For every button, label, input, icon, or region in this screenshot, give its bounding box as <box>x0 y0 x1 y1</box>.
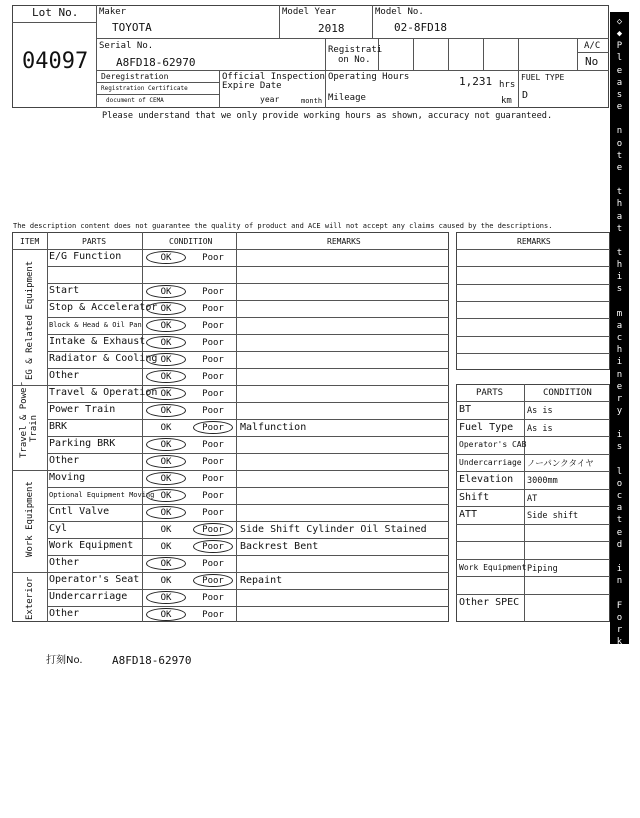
row-part-label: Block & Head & Oil Pan <box>49 321 142 329</box>
condition-circle <box>193 574 233 587</box>
col-parts-header: PARTS <box>82 237 107 246</box>
row-part-label: Stop & Accelerator <box>49 302 158 313</box>
condition-ok: OK <box>160 253 172 263</box>
spec-condition: As is <box>527 406 553 416</box>
row-part-label: Start <box>49 285 80 296</box>
condition-ok: OK <box>160 474 172 484</box>
condition-circle <box>146 591 186 604</box>
spec-part: ATT <box>459 509 478 520</box>
row-part-label: Cntl Valve <box>49 506 110 517</box>
condition-poor: Poor <box>202 372 224 382</box>
inspection-label-1: Official Inspection <box>222 72 325 82</box>
spec-condition: 3000mm <box>527 476 558 486</box>
row-part-label: BRK <box>49 421 68 432</box>
row-part-label: Other <box>49 455 80 466</box>
model-year-value: 2018 <box>318 22 345 35</box>
row-remark: Side Shift Cylinder Oil Stained <box>240 524 427 535</box>
year-label: year <box>260 95 280 104</box>
spec-condition: Side shift <box>527 511 579 521</box>
condition-circle <box>146 370 186 383</box>
row-part-label: Operator's Seat <box>49 574 140 585</box>
serial-label: Serial No. <box>99 41 154 51</box>
condition-poor: Poor <box>202 304 224 314</box>
hrs-label: hrs <box>499 80 516 90</box>
spec-part: Shift <box>459 491 490 503</box>
row-part-label: Parking BRK <box>49 438 116 449</box>
fuel-type-value: D <box>522 90 529 101</box>
model-no-value: 02-8FD18 <box>394 21 447 34</box>
condition-circle <box>193 523 233 536</box>
condition-ok: OK <box>160 457 172 467</box>
working-hours-notice: Please understand that we only provide working hours as shown, accuracy not guaranteed. <box>102 111 553 121</box>
condition-poor: Poor <box>202 559 224 569</box>
condition-poor: Poor <box>202 253 224 263</box>
registration-label-2: on No. <box>338 55 371 65</box>
condition-circle <box>146 506 186 519</box>
inspection-label-2: Expire Date <box>222 81 282 91</box>
group-label-exterior: Exterior <box>25 576 35 620</box>
condition-poor: Poor <box>202 457 224 467</box>
model-no-label: Model No. <box>375 7 424 17</box>
spec-condition: Piping <box>527 563 558 574</box>
row-part-label: Other <box>49 557 80 568</box>
header-frame <box>12 5 609 108</box>
location-sidebar <box>610 12 629 818</box>
disclaimer-text: The description content does not guarantee the quality of product and ACE will not accept any claims caused by the descriptions. <box>13 222 553 230</box>
condition-poor: Poor <box>202 389 224 399</box>
condition-circle <box>146 353 186 366</box>
spec-condition: ノーパンクタイヤ <box>527 458 594 469</box>
month-label: month <box>301 97 323 105</box>
row-remark: Backrest Bent <box>240 541 319 552</box>
condition-circle <box>146 387 186 400</box>
spec-part: Elevation <box>459 474 514 485</box>
condition-ok: OK <box>160 423 172 433</box>
row-part-label: Optional Equipment Moving <box>49 491 155 499</box>
condition-circle <box>146 455 186 468</box>
condition-ok: OK <box>160 542 172 552</box>
condition-poor: Poor <box>202 321 224 331</box>
condition-circle <box>146 438 186 451</box>
operating-hours-value: 1,231 <box>459 75 493 88</box>
row-part-label: Cyl <box>49 523 68 534</box>
row-part-label: Other <box>49 608 80 619</box>
serial-value: A8FD18-62970 <box>116 56 196 69</box>
condition-ok: OK <box>160 304 172 314</box>
condition-ok: OK <box>160 559 172 569</box>
row-part-label: Work Equipment <box>49 540 134 551</box>
condition-poor: Poor <box>202 355 224 365</box>
condition-ok: OK <box>160 491 172 501</box>
condition-ok: OK <box>160 610 172 620</box>
row-part-label: Power Train <box>49 404 116 415</box>
condition-circle <box>146 489 186 502</box>
spec-condition: AT <box>527 493 538 504</box>
group-label-eg: EG & Related Equipment <box>25 260 35 380</box>
maker-label: Maker <box>99 7 127 17</box>
condition-poor: Poor <box>202 287 224 297</box>
condition-circle <box>146 302 186 315</box>
spec-part: BT <box>459 404 472 415</box>
right-remarks-header: REMARKS <box>517 237 551 246</box>
registration-label-1: Registrati <box>328 45 383 55</box>
condition-poor: Poor <box>202 508 224 518</box>
condition-poor: Poor <box>202 525 224 535</box>
row-part-label: Other <box>49 370 80 381</box>
stamp-value: A8FD18-62970 <box>112 654 192 667</box>
condition-ok: OK <box>160 287 172 297</box>
spec-part: Fuel Type <box>459 421 514 433</box>
lot-number: 04097 <box>22 49 89 74</box>
condition-circle <box>146 285 186 298</box>
condition-poor: Poor <box>202 610 224 620</box>
spec-part: Other SPEC <box>459 596 520 608</box>
col-remarks-header: REMARKS <box>327 237 361 246</box>
condition-poor: Poor <box>202 593 224 603</box>
condition-ok: OK <box>160 508 172 518</box>
ac-value: No <box>585 55 599 68</box>
group-label-travel-1: Travel & Power <box>19 382 29 458</box>
condition-ok: OK <box>160 406 172 416</box>
condition-circle <box>146 336 186 349</box>
dereg-sub2: document of CEMA <box>106 97 164 104</box>
sidebar-text: ◇ ◆ P l e a s e n o t e t h a t t h i s m a c h i n e r y i s l o c a t e d i n F o r k l i f t P a r k i n g ◆ ◇ <box>616 17 623 818</box>
row-part-label: Undercarriage <box>49 591 128 602</box>
fuel-type-label: FUEL TYPE <box>521 73 565 82</box>
col-condition-header: CONDITION <box>169 237 213 246</box>
condition-ok: OK <box>160 593 172 603</box>
spec-part: Work Equipment <box>459 562 527 572</box>
dereg-sub1: Registration Certificate <box>101 85 188 92</box>
row-part-label: E/G Function <box>49 251 122 262</box>
lot-label: Lot No. <box>32 6 79 19</box>
row-remark: Malfunction <box>240 422 307 433</box>
condition-circle <box>193 421 233 434</box>
condition-poor: Poor <box>202 491 224 501</box>
spec-part: Operator's CAB <box>459 440 527 449</box>
condition-poor: Poor <box>202 576 224 586</box>
spec-condition-header: CONDITION <box>543 388 592 398</box>
row-part-label: Moving <box>49 472 86 483</box>
condition-ok: OK <box>160 321 172 331</box>
condition-poor: Poor <box>202 542 224 552</box>
col-item-header: ITEM <box>20 237 40 246</box>
condition-poor: Poor <box>202 406 224 416</box>
condition-ok: OK <box>160 389 172 399</box>
condition-ok: OK <box>160 372 172 382</box>
condition-circle <box>146 251 186 264</box>
ac-label: A/C <box>584 41 601 51</box>
operating-hours-label: Operating Hours <box>328 72 410 82</box>
condition-poor: Poor <box>202 423 224 433</box>
dereg-label: Deregistration <box>101 72 169 81</box>
condition-ok: OK <box>160 576 172 586</box>
condition-circle <box>146 472 186 485</box>
row-part-label: Travel & Operation <box>49 387 158 398</box>
row-part-label: Intake & Exhaust <box>49 336 146 347</box>
condition-poor: Poor <box>202 474 224 484</box>
condition-circle <box>146 557 186 570</box>
group-label-travel-2: Train <box>29 414 39 442</box>
condition-ok: OK <box>160 338 172 348</box>
maker-value: TOYOTA <box>112 21 152 34</box>
condition-circle <box>146 404 186 417</box>
condition-poor: Poor <box>202 440 224 450</box>
stamp-label: 打刻No. <box>46 655 83 666</box>
condition-ok: OK <box>160 525 172 535</box>
row-remark: Repaint <box>240 575 283 586</box>
km-label: km <box>501 96 512 106</box>
condition-poor: Poor <box>202 338 224 348</box>
row-part-label: Radiator & Cooling <box>49 353 158 364</box>
condition-circle <box>146 319 186 332</box>
group-label-work: Work Equipment <box>25 481 35 557</box>
condition-ok: OK <box>160 440 172 450</box>
condition-circle <box>146 608 186 621</box>
mileage-label: Mileage <box>328 93 366 103</box>
condition-circle <box>193 540 233 553</box>
spec-condition: As is <box>527 423 553 434</box>
model-year-label: Model Year <box>282 7 337 17</box>
spec-parts-header: PARTS <box>476 388 504 398</box>
condition-ok: OK <box>160 355 172 365</box>
spec-part: Undercarriage <box>459 457 522 467</box>
